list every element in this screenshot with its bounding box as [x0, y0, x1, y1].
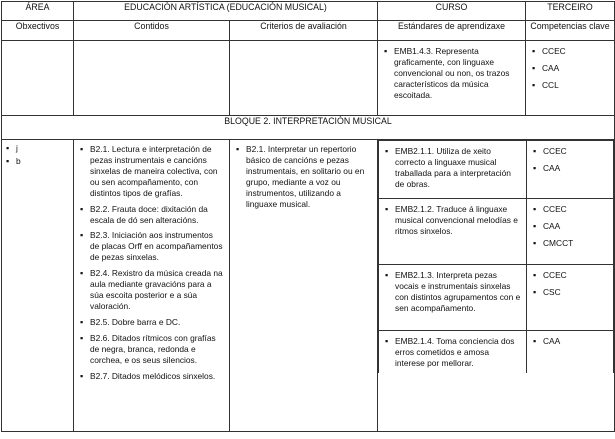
continuation-row	[2, 41, 615, 116]
standard-item: ▪ EMB2.1.2. Traduce á linguaxe musical convencional melodías e ritmos sinxelos.	[385, 204, 521, 237]
standard-item: ▪ EMB2.1.1. Utiliza de xeito correcto a linguaxe musical traballada para a interpretación de obras.	[385, 146, 521, 190]
curriculum-table	[1, 1, 615, 432]
competence-item: ▪ CAA	[533, 163, 609, 174]
criterion-item: ▪ B2.1. Interpretar un repertorio básico de cancións e pezas instrumentais, en solitario ou en grupo, mediante a voz ou instrumentos, utilizando a linguaxe musical.	[236, 144, 371, 210]
competence-item: ▪ CCEC	[533, 146, 609, 157]
standard-item: ▪ EMB2.1.4. Toma conciencia dos erros cometidos e amosa interese por mellorar.	[385, 336, 521, 369]
criteria-cell	[230, 140, 378, 432]
header-row	[2, 2, 615, 21]
competence-item: ▪ CCEC	[532, 46, 610, 57]
col-contents: Contidos	[74, 21, 230, 41]
content-item: ▪ B2.3. Iniciación aos instrumentos de placas Orff en acompañamentos de pezas sinxelas.	[80, 230, 223, 263]
competence-item: ▪ CMCCT	[533, 238, 609, 249]
content-item: ▪ B2.4. Rexistro da música creada na aula mediante gravacións para a súa escoita posterior e a súa valoración.	[80, 268, 223, 312]
competence-item: ▪ CCL	[532, 80, 610, 91]
contents-cell	[74, 140, 230, 432]
objective-item: ▪ b	[6, 156, 73, 167]
standards-table	[378, 140, 614, 373]
competence-item: ▪ CSC	[533, 287, 609, 298]
competence-item: ▪ CAA	[532, 63, 610, 74]
subject-title: EDUCACIÓN ARTÍSTICA (EDUCACIÓN MUSICAL)	[74, 2, 378, 21]
competence-item: ▪ CCEC	[533, 270, 609, 281]
content-item: ▪ B2.6. Ditados rítmicos con grafías de negra, branca, redonda e corchea, e os seus silencios.	[80, 333, 223, 366]
block-title-row	[2, 116, 615, 140]
column-header-row	[2, 21, 615, 41]
standard-item: ▪ EMB1.4.3. Representa graficamente, con linguaxe convencional ou non, os trazos característicos da música escoitada.	[384, 46, 520, 101]
course-label: CURSO	[378, 2, 526, 21]
col-standards: Estándares de aprendizaxe	[378, 21, 526, 41]
col-competences: Competencias clave	[526, 21, 615, 41]
objectives-cell	[2, 140, 74, 432]
objective-item: ▪ j	[6, 143, 73, 154]
block-title: BLOQUE 2. INTERPRETACIÓN MUSICAL	[2, 116, 615, 140]
competence-item: ▪ CCEC	[533, 204, 609, 215]
col-objectives: Obxectivos	[2, 21, 74, 41]
content-item: ▪ B2.5. Dobre barra e DC.	[80, 317, 223, 328]
content-item: ▪ B2.7. Ditados melódicos sinxelos.	[80, 371, 223, 382]
competence-item: ▪ CAA	[533, 221, 609, 232]
content-item: ▪ B2.2. Frauta doce: dixitación da escala de dó sen alteracións.	[80, 204, 223, 226]
course-value: TERCEIRO	[526, 2, 615, 21]
col-criteria: Criterios de avaliación	[230, 21, 378, 41]
area-label: ÁREA	[2, 2, 74, 21]
standard-item: ▪ EMB2.1.3. Interpreta pezas vocais e instrumentais sinxelas con distintos agrupamentos con e sen acompañamento.	[385, 270, 521, 314]
block-content-row	[2, 140, 615, 432]
competence-item: ▪ CAA	[533, 336, 609, 347]
content-item: ▪ B2.1. Lectura e interpretación de pezas instrumentais e cancións sinxelas de maneira colectiva, con ou sen acompañamento, con distintos tipos de grafías.	[80, 144, 223, 199]
